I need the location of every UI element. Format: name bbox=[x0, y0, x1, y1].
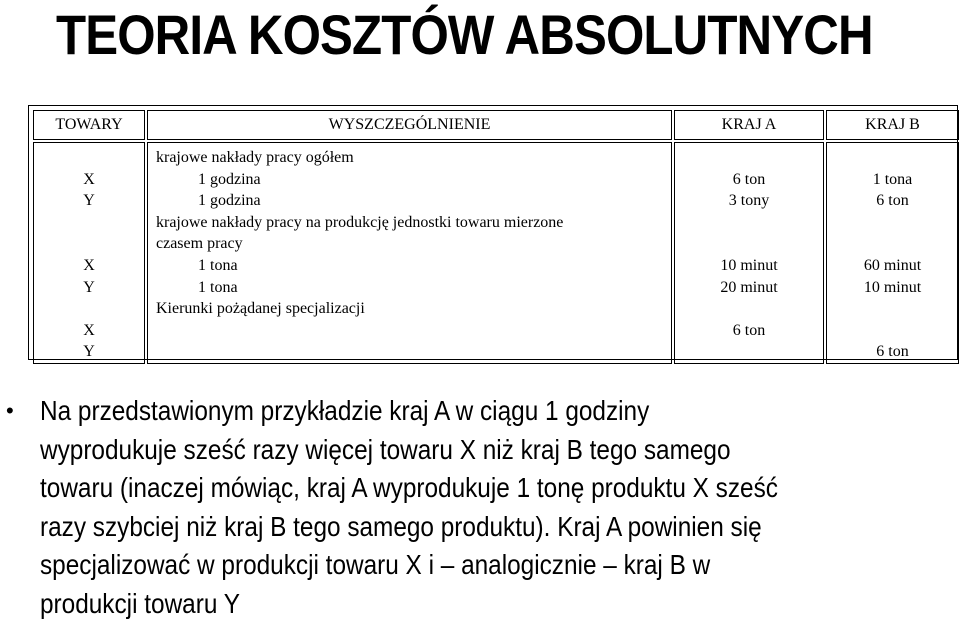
kraj-b-line: 60 minut bbox=[863, 256, 922, 274]
kraj-a-line bbox=[675, 341, 823, 363]
header-kraj-a: KRAJ A bbox=[674, 110, 824, 140]
towary-line: X bbox=[83, 170, 95, 188]
paragraph-line: Na przedstawionym przykładzie kraj A w ciągu 1 godziny bbox=[40, 395, 650, 426]
table-header-row bbox=[33, 110, 959, 140]
towary-line: X bbox=[83, 321, 95, 339]
header-kraj-b: KRAJ B bbox=[826, 110, 959, 140]
kraj-a-line: 6 ton bbox=[732, 170, 766, 188]
kraj-b-cell bbox=[826, 142, 959, 364]
towary-line bbox=[34, 298, 144, 320]
kraj-b-line bbox=[827, 320, 958, 342]
paragraph-line: produkcji towaru Y bbox=[40, 587, 240, 619]
towary-line: Y bbox=[83, 278, 95, 296]
kraj-a-line bbox=[675, 212, 823, 234]
header-towary: TOWARY bbox=[33, 110, 145, 140]
kraj-a-line: 3 tony bbox=[728, 192, 770, 210]
kraj-b-line: 1 tona bbox=[872, 170, 913, 188]
towary-line: Y bbox=[83, 343, 95, 361]
wysz-line: 1 godzina bbox=[198, 192, 261, 210]
kraj-b-line bbox=[827, 212, 958, 234]
kraj-a-cell bbox=[674, 142, 824, 364]
paragraph-line: razy szybciej niż kraj B tego samego produktu). Kraj A powinien się bbox=[40, 510, 762, 542]
wysz-line: 1 godzina bbox=[198, 170, 261, 188]
kraj-a-line: 6 ton bbox=[732, 321, 766, 339]
towary-line bbox=[34, 233, 144, 255]
wysz-line: krajowe nakłady pracy na produkcję jednostki towaru mierzone bbox=[156, 213, 564, 231]
kraj-a-line bbox=[675, 298, 823, 320]
wysz-line: krajowe nakłady pracy ogółem bbox=[156, 149, 354, 166]
kraj-b-line bbox=[827, 233, 958, 255]
wysz-line: 1 tona bbox=[198, 278, 238, 296]
paragraph-text bbox=[40, 392, 832, 623]
kraj-a-line bbox=[675, 147, 823, 169]
wysz-line: czasem pracy bbox=[156, 235, 243, 253]
wysz-line: 1 tona bbox=[198, 256, 238, 274]
paragraph-line: wyprodukuje sześć razy więcej towaru X niż kraj B tego samego bbox=[40, 433, 731, 465]
costs-table bbox=[31, 108, 960, 366]
table-body-row bbox=[33, 142, 959, 364]
paragraph-line: specjalizować w produkcji towaru X i – analogicznie – kraj B w bbox=[40, 549, 711, 580]
page-title: TEORIA KOSZTÓW ABSOLUTNYCH bbox=[56, 3, 873, 66]
towary-line bbox=[34, 212, 144, 234]
paragraph-line: towaru (inaczej mówiąc, kraj A wyprodukuje 1 tonę produktu X sześć bbox=[40, 472, 778, 503]
costs-table-frame bbox=[28, 105, 958, 360]
kraj-a-line bbox=[675, 233, 823, 255]
kraj-a-line: 10 minut bbox=[720, 256, 778, 274]
kraj-b-line: 6 ton bbox=[876, 192, 909, 210]
kraj-b-line bbox=[827, 298, 958, 320]
towary-line: X bbox=[83, 256, 95, 274]
kraj-b-line: 10 minut bbox=[863, 278, 922, 296]
towary-line: Y bbox=[83, 192, 95, 210]
wysz-line: Kierunki pożądanej specjalizacji bbox=[156, 300, 365, 318]
kraj-b-line bbox=[827, 147, 958, 169]
header-wyszczegolnienie: WYSZCZEGÓLNIENIE bbox=[147, 110, 672, 140]
bullet-icon: • bbox=[6, 398, 14, 423]
kraj-b-line: 6 ton bbox=[876, 343, 909, 361]
wyszczegolnienie-cell bbox=[147, 142, 672, 364]
kraj-a-line: 20 minut bbox=[720, 278, 778, 296]
towary-cell bbox=[33, 142, 145, 364]
